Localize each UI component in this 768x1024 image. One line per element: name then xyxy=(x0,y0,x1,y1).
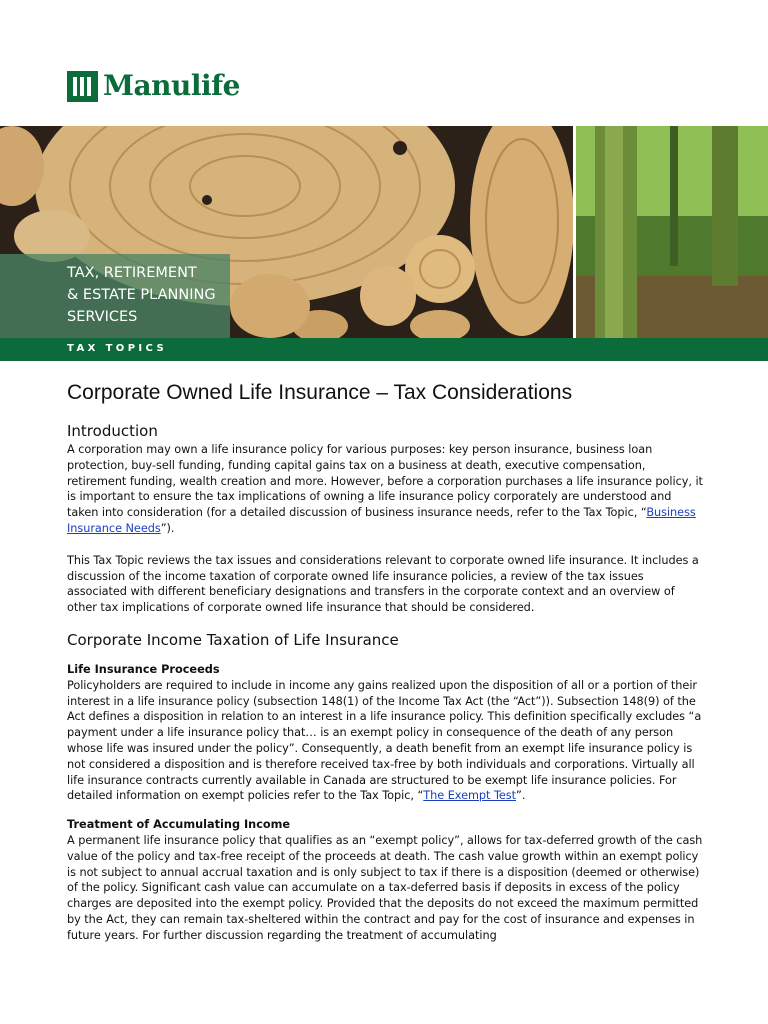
proceeds-end: ”. xyxy=(516,789,526,803)
intro-p1-end: ”). xyxy=(160,521,175,535)
intro-paragraph-2: This Tax Topic reviews the tax issues and considerations relevant to corporate owned life insurance. It includes a discussion of the income taxation of corporate owned life insurance policies, a review of the tax issues associated with different beneficiary designations and transfers in the corporate context and an overview of other tax implications of corporate owned life insurance that should be considered. xyxy=(67,553,699,615)
header-banner xyxy=(0,126,768,338)
intro-heading: Introduction xyxy=(67,422,158,440)
logo-wordmark: Manulife xyxy=(103,69,240,102)
subheading-treatment-of-accumulating-income: Treatment of Accumulating Income xyxy=(67,818,291,832)
proceeds-text: Policyholders are required to include in income any gains realized upon the disposition of all or a portion of their interest in a life insurance policy (subsection 148(1) of the Income Tax Act (the “Act”)). Subsection 148(9) of the Act defines a disposition in relation to an interest in a life insurance policy. This definition specifically excludes “a payment under a life insurance policy that… is an exempt policy in consequence of the death of any person whose life was insured under the policy”. Consequently, a death benefit from an exempt life insurance policy is not considered a disposition and is therefore received tax-free by both individuals and corporations. Virtually all life insurance contracts currently available in Canada are structured to be exempt life insurance policies. For detailed information on exempt policies refer to the Tax Topic, “ xyxy=(67,678,702,803)
subheading-life-insurance-proceeds: Life Insurance Proceeds xyxy=(67,662,220,676)
section-heading-corporate-income-taxation: Corporate Income Taxation of Life Insurance xyxy=(67,630,399,649)
business-insurance-needs-link[interactable]: Business Insurance Needs xyxy=(67,506,696,535)
banner-title-line: TAX, RETIREMENT xyxy=(67,265,197,281)
intro-paragraph-1 xyxy=(67,442,703,537)
life-insurance-proceeds-paragraph xyxy=(67,678,703,804)
document-body xyxy=(67,380,703,944)
banner-title xyxy=(67,262,237,328)
intro-p1-text: A corporation may own a life insurance policy for various purposes: key person insurance, business loan protection, buy-sell funding, funding capital gains tax on a business at death, executive compensation, retirement funding, wealth creation and more. However, before a corporation purchases a life insurance policy, it is important to ensure the tax implications of owning a life insurance policy corporately are understood and taken into consideration (for a detailed discussion of business insurance needs, refer to the Tax Topic, “ xyxy=(67,443,703,520)
manulife-logo xyxy=(67,69,240,103)
banner-title-line: & ESTATE PLANNING xyxy=(67,287,216,303)
document-title: Corporate Owned Life Insurance – Tax Considerations xyxy=(67,381,573,404)
series-label: TAX TOPICS xyxy=(67,343,168,354)
tax-topics-bar xyxy=(0,338,768,361)
exempt-test-link[interactable]: The Exempt Test xyxy=(423,789,517,803)
accumulating-income-paragraph: A permanent life insurance policy that qualifies as an “exempt policy”, allows for tax-deferred growth of the cash value of the policy and tax-free receipt of the proceeds at death. The cash value growth within an exempt policy is not subject to annual accrual taxation and is only subject to tax if there is a disposition (deemed or otherwise) of the policy. Significant cash value can accumulate on a tax-deferred basis if deposits in excess of the policy charges are deposited into the exempt policy. Provided that the deposits do not exceed the maximum permitted by the Act, they can remain tax-sheltered within the contract and pay for the cost of insurance and expenses in future years. For further discussion regarding the treatment of accumulating xyxy=(67,833,703,942)
manulife-logo-icon xyxy=(67,71,98,102)
banner-title-line: SERVICES xyxy=(67,309,138,325)
